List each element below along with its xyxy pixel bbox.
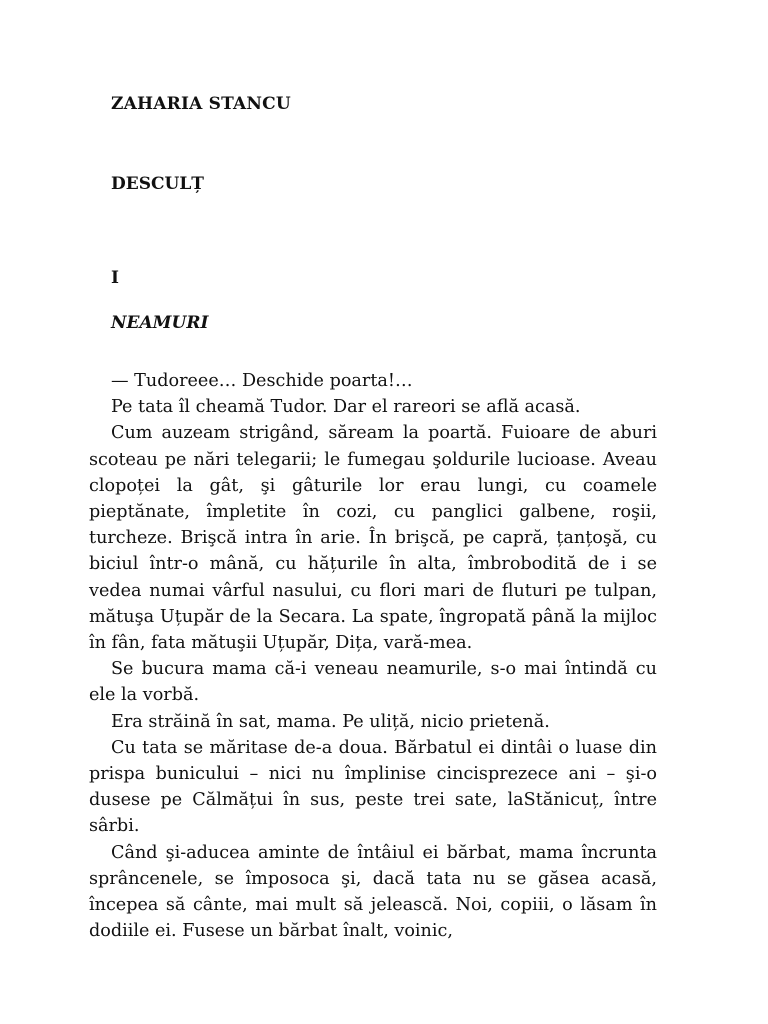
- author-name: ZAHARIA STANCU: [111, 94, 291, 114]
- paragraph: — Tudoreee… Deschide poarta!…: [111, 371, 413, 391]
- paragraph: Era străină în sat, mama. Pe uliță, nicio prietenă.: [111, 711, 550, 732]
- paragraph: Când şi-aducea aminte de întâiul ei bărbat, mama încrunta sprâncenele, se împosoca şi, dacă tata nu se găsea acasă, începea să cânte, mai mult să jelească. Noi, copiii, o lăsam în dodiile ei. Fusese un bărbat înalt, voinic,: [89, 842, 657, 942]
- paragraph: Cum auzeam strigând, săream la poartă. Fuioare de aburi scoteau pe nări telegarii; le fumegau şoldurile lucioase. Aveau clopoței la gât, şi gâturile lor erau lungi, cu coamele pieptănate, împletite în cozi, cu panglici galbene, roşii, turcheze. Brişcă intra în arie. În brişcă, pe capră, țanțoşă, cu biciul într-o mână, cu hățurile în alta, îmbrobodită de i se vedea numai vârful nasului, cu flori mari de fluturi pe tulpan, mătuşa Uțupăr de la Secara. La spate, îngropată până la mijloc în fân, fata mătuşii Uțupăr, Dița, vară-mea.: [89, 423, 657, 654]
- body-text: [89, 368, 657, 944]
- paragraph: Pe tata îl cheamă Tudor. Dar el rareori se află acasă.: [111, 397, 581, 418]
- book-title: DESCULȚ: [111, 174, 204, 194]
- paragraph: Se bucura mama că-i veneau neamurile, s-o mai întindă cu ele la vorbă.: [89, 659, 657, 706]
- chapter-title: NEAMURI: [111, 313, 209, 333]
- paragraph: Cu tata se măritase de-a doua. Bărbatul ei dintâi o luase din prispa bunicului – nici nu împlinise cincisprezece ani – şi-o dusese pe Călmățui în sus, peste trei sate, laStănicuț, între sârbi.: [89, 737, 657, 837]
- chapter-number: I: [111, 268, 119, 288]
